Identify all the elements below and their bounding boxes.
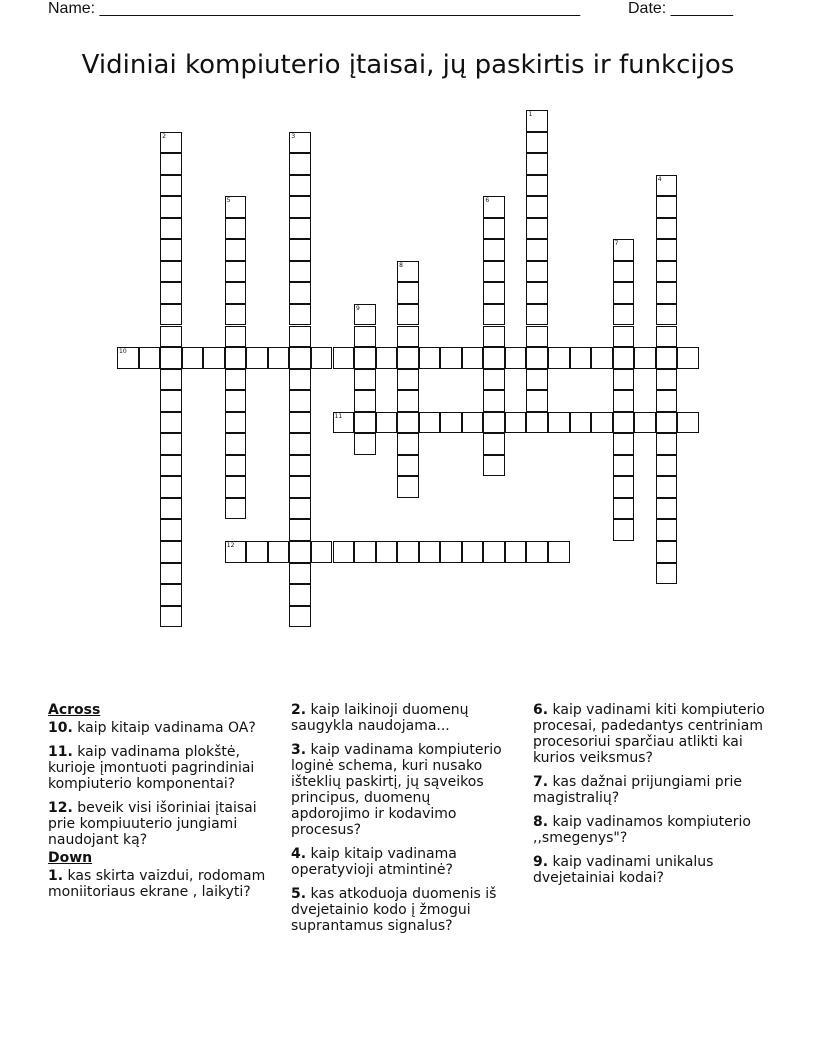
- clue-text: kaip vadinamos kompiuterio ,,smegenys"?: [533, 814, 751, 846]
- grid-cell[interactable]: [289, 153, 311, 175]
- grid-cell[interactable]: [225, 218, 247, 240]
- grid-cell[interactable]: [160, 218, 182, 240]
- grid-cell[interactable]: [397, 282, 419, 304]
- clues-column-3: [533, 702, 773, 894]
- clue-number-label: 2: [162, 132, 166, 140]
- grid-cell[interactable]: [397, 304, 419, 326]
- grid-cell[interactable]: [246, 541, 268, 563]
- grid-cell[interactable]: [289, 584, 311, 606]
- grid-cell[interactable]: [440, 347, 462, 369]
- grid-cell[interactable]: [570, 412, 592, 434]
- clue-number: 5.: [291, 886, 307, 902]
- grid-cell[interactable]: [656, 498, 678, 520]
- grid-cell[interactable]: [397, 455, 419, 477]
- clue-number: 4.: [291, 846, 307, 862]
- grid-cell[interactable]: [483, 304, 505, 326]
- clue-text: kaip kitaip vadinama OA?: [77, 720, 256, 736]
- grid-cell[interactable]: [440, 412, 462, 434]
- grid-cell[interactable]: [526, 132, 548, 154]
- grid-cell[interactable]: [225, 347, 247, 369]
- grid-cell[interactable]: [656, 239, 678, 261]
- grid-cell[interactable]: [225, 390, 247, 412]
- grid-cell[interactable]: [483, 218, 505, 240]
- grid-cell[interactable]: [354, 433, 376, 455]
- clue-number-label: 9: [356, 304, 360, 312]
- grid-cell[interactable]: [160, 455, 182, 477]
- grid-cell[interactable]: [160, 261, 182, 283]
- grid-cell[interactable]: [656, 218, 678, 240]
- grid-cell[interactable]: [613, 498, 635, 520]
- grid-cell[interactable]: [397, 433, 419, 455]
- grid-cell[interactable]: [203, 347, 225, 369]
- grid-cell[interactable]: [613, 390, 635, 412]
- clues-column-1: [48, 702, 280, 908]
- clue-across-12: [48, 800, 280, 848]
- grid-cell[interactable]: [160, 347, 182, 369]
- grid-cell[interactable]: [397, 412, 419, 434]
- grid-cell[interactable]: [289, 476, 311, 498]
- grid-cell[interactable]: [354, 369, 376, 391]
- name-field[interactable]: Name: ______________________________________________________: [48, 0, 581, 17]
- grid-cell[interactable]: [160, 606, 182, 628]
- grid-cell[interactable]: [656, 433, 678, 455]
- grid-cell[interactable]: [483, 261, 505, 283]
- grid-cell[interactable]: [419, 541, 441, 563]
- date-field[interactable]: Date: _______: [628, 0, 733, 17]
- grid-cell[interactable]: [462, 541, 484, 563]
- grid-cell[interactable]: [505, 347, 527, 369]
- grid-cell[interactable]: [656, 196, 678, 218]
- grid-cell[interactable]: [160, 412, 182, 434]
- grid-cell[interactable]: [613, 519, 635, 541]
- grid-cell[interactable]: [613, 304, 635, 326]
- grid-cell[interactable]: [289, 455, 311, 477]
- grid-cell[interactable]: [397, 390, 419, 412]
- grid-cell[interactable]: [462, 412, 484, 434]
- clue-down-6: [533, 702, 773, 766]
- grid-cell[interactable]: [354, 541, 376, 563]
- grid-cell[interactable]: [397, 476, 419, 498]
- grid-cell[interactable]: [160, 175, 182, 197]
- page-title: Vidiniai kompiuterio įtaisai, jų paskirtis ir funkcijos: [81, 50, 735, 80]
- grid-cell[interactable]: [160, 519, 182, 541]
- grid-cell[interactable]: [548, 541, 570, 563]
- grid-cell[interactable]: [289, 433, 311, 455]
- grid-cell[interactable]: [505, 541, 527, 563]
- grid-cell[interactable]: [526, 304, 548, 326]
- grid-cell[interactable]: [289, 412, 311, 434]
- grid-cell[interactable]: [225, 261, 247, 283]
- grid-cell[interactable]: [656, 261, 678, 283]
- clue-down-4: [291, 846, 513, 878]
- clue-number: 12.: [48, 800, 73, 816]
- grid-cell[interactable]: [483, 390, 505, 412]
- grid-cell[interactable]: [656, 304, 678, 326]
- clue-text: kas skirta vaizdui, rodomam moniitoriaus ekrane , laikyti?: [48, 868, 266, 900]
- clue-down-7: [533, 774, 773, 806]
- grid-cell[interactable]: [462, 347, 484, 369]
- grid-cell[interactable]: [354, 326, 376, 348]
- clue-number-label: 10: [119, 348, 127, 356]
- grid-cell[interactable]: [289, 326, 311, 348]
- clue-down-5: [291, 886, 513, 934]
- clue-down-1: [48, 868, 280, 900]
- grid-cell[interactable]: [160, 563, 182, 585]
- grid-cell[interactable]: [483, 369, 505, 391]
- grid-cell[interactable]: [613, 476, 635, 498]
- grid-cell[interactable]: [160, 304, 182, 326]
- grid-cell[interactable]: [483, 326, 505, 348]
- grid-cell[interactable]: [591, 412, 613, 434]
- clue-number: 9.: [533, 854, 549, 870]
- grid-cell[interactable]: [548, 347, 570, 369]
- grid-cell[interactable]: [289, 239, 311, 261]
- down-heading: Down: [48, 850, 93, 866]
- grid-cell[interactable]: [526, 196, 548, 218]
- grid-cell[interactable]: [591, 347, 613, 369]
- grid-cell[interactable]: [289, 261, 311, 283]
- grid-cell[interactable]: [526, 347, 548, 369]
- grid-cell[interactable]: [160, 541, 182, 563]
- grid-cell[interactable]: [354, 412, 376, 434]
- grid-cell[interactable]: [526, 282, 548, 304]
- clue-number-label: 3: [291, 132, 296, 140]
- grid-cell[interactable]: [225, 304, 247, 326]
- grid-cell[interactable]: [160, 196, 182, 218]
- clue-text: kaip laikinoji duomenų saugykla naudojama...: [291, 702, 469, 734]
- grid-cell[interactable]: [376, 541, 398, 563]
- grid-cell[interactable]: [160, 153, 182, 175]
- grid-cell[interactable]: [613, 369, 635, 391]
- grid-cell[interactable]: [160, 326, 182, 348]
- grid-cell[interactable]: [570, 347, 592, 369]
- clue-number: 8.: [533, 814, 549, 830]
- grid-cell[interactable]: [613, 433, 635, 455]
- grid-cell[interactable]: [289, 541, 311, 563]
- clue-number-label: 4: [657, 175, 662, 183]
- grid-cell[interactable]: [289, 369, 311, 391]
- clue-text: kaip vadinami kiti kompiuterio procesai, padedantys centriniam procesoriui sparčiau atlikti kai kurios veiksmus?: [533, 702, 765, 766]
- grid-cell[interactable]: [139, 347, 161, 369]
- clue-number: 7.: [533, 774, 549, 790]
- grid-cell[interactable]: [160, 498, 182, 520]
- grid-cell[interactable]: [526, 218, 548, 240]
- clue-text: kas dažnai prijungiami prie magistralių?: [533, 774, 742, 806]
- grid-cell[interactable]: [289, 218, 311, 240]
- grid-cell[interactable]: [225, 455, 247, 477]
- clue-number: 10.: [48, 720, 73, 736]
- grid-cell[interactable]: [225, 476, 247, 498]
- grid-cell[interactable]: [160, 584, 182, 606]
- grid-cell[interactable]: [289, 606, 311, 628]
- clue-across-11: [48, 744, 280, 792]
- grid-cell[interactable]: [613, 347, 635, 369]
- grid-cell[interactable]: [656, 412, 678, 434]
- grid-cell[interactable]: [311, 541, 333, 563]
- grid-cell[interactable]: [376, 347, 398, 369]
- grid-cell[interactable]: [656, 541, 678, 563]
- clue-text: beveik visi išoriniai įtaisai prie kompiuuterio jungiami naudojant ką?: [48, 800, 257, 848]
- grid-cell[interactable]: [397, 369, 419, 391]
- grid-cell[interactable]: [268, 347, 290, 369]
- grid-cell[interactable]: [333, 541, 355, 563]
- grid-cell[interactable]: [397, 347, 419, 369]
- clue-text: kaip vadinama kompiuterio loginė schema, kuri nusako išteklių paskirtį, jų sąveikos principus, duomenų apdorojimo ir kodavimo procesus?: [291, 742, 502, 838]
- grid-cell[interactable]: [289, 282, 311, 304]
- grid-cell[interactable]: [613, 282, 635, 304]
- clue-across-10: [48, 720, 280, 736]
- grid-cell[interactable]: [289, 196, 311, 218]
- grid-cell[interactable]: [526, 412, 548, 434]
- clue-number-label: 7: [614, 240, 619, 248]
- grid-cell[interactable]: [656, 519, 678, 541]
- clue-number: 1.: [48, 868, 64, 884]
- grid-cell[interactable]: [613, 455, 635, 477]
- grid-cell[interactable]: [225, 412, 247, 434]
- grid-cell[interactable]: [419, 347, 441, 369]
- grid-cell[interactable]: [656, 476, 678, 498]
- grid-cell[interactable]: [225, 239, 247, 261]
- grid-cell[interactable]: [483, 412, 505, 434]
- grid-cell[interactable]: [483, 347, 505, 369]
- grid-cell[interactable]: [289, 519, 311, 541]
- grid-cell[interactable]: [656, 369, 678, 391]
- grid-cell[interactable]: [160, 476, 182, 498]
- clue-number-label: 12: [226, 542, 235, 549]
- grid-cell[interactable]: [160, 282, 182, 304]
- clue-text: kas atkoduoja duomenis iš dvejetainio kodo į žmogui suprantamus signalus?: [291, 886, 497, 934]
- grid-cell[interactable]: [160, 369, 182, 391]
- grid-cell[interactable]: [483, 282, 505, 304]
- clue-number-label: 6: [485, 197, 490, 205]
- grid-cell[interactable]: [268, 541, 290, 563]
- grid-cell[interactable]: [483, 455, 505, 477]
- grid-cell[interactable]: [483, 433, 505, 455]
- grid-cell[interactable]: [548, 412, 570, 434]
- grid-cell[interactable]: [289, 390, 311, 412]
- grid-cell[interactable]: [505, 412, 527, 434]
- grid-cell[interactable]: [289, 304, 311, 326]
- grid-cell[interactable]: [677, 347, 699, 369]
- grid-cell[interactable]: [376, 412, 398, 434]
- clue-down-3: [291, 742, 513, 838]
- grid-cell[interactable]: [397, 541, 419, 563]
- across-heading: Across: [48, 702, 101, 718]
- grid-cell[interactable]: [613, 412, 635, 434]
- grid-cell[interactable]: [160, 239, 182, 261]
- grid-cell[interactable]: [483, 541, 505, 563]
- grid-cell[interactable]: [289, 347, 311, 369]
- grid-cell[interactable]: [397, 326, 419, 348]
- grid-cell[interactable]: [182, 347, 204, 369]
- grid-cell[interactable]: [526, 239, 548, 261]
- clues-column-2: [291, 702, 513, 942]
- grid-cell[interactable]: [289, 498, 311, 520]
- clue-number: 11.: [48, 744, 73, 760]
- clue-text: kaip vadinami unikalus dvejetainiai kodai?: [533, 854, 714, 886]
- clue-number: 3.: [291, 742, 307, 758]
- grid-cell[interactable]: [634, 412, 656, 434]
- grid-cell[interactable]: [354, 347, 376, 369]
- grid-cell[interactable]: [656, 563, 678, 585]
- clue-number: 2.: [291, 702, 307, 718]
- grid-cell[interactable]: [354, 390, 376, 412]
- grid-cell[interactable]: [225, 498, 247, 520]
- grid-cell[interactable]: [656, 282, 678, 304]
- clue-down-9: [533, 854, 773, 886]
- grid-cell[interactable]: [656, 326, 678, 348]
- grid-cell[interactable]: [160, 433, 182, 455]
- grid-cell[interactable]: [440, 541, 462, 563]
- grid-cell[interactable]: [483, 239, 505, 261]
- clue-down-8: [533, 814, 773, 846]
- clue-down-2: [291, 702, 513, 734]
- clue-number-label: 11: [334, 412, 343, 420]
- grid-cell[interactable]: [246, 347, 268, 369]
- grid-cell[interactable]: [526, 390, 548, 412]
- grid-cell[interactable]: [289, 563, 311, 585]
- grid-cell[interactable]: [419, 412, 441, 434]
- grid-cell[interactable]: [656, 347, 678, 369]
- grid-cell[interactable]: [225, 326, 247, 348]
- grid-cell[interactable]: [613, 261, 635, 283]
- grid-cell[interactable]: [333, 347, 355, 369]
- grid-cell[interactable]: [289, 175, 311, 197]
- grid-cell[interactable]: [311, 347, 333, 369]
- grid-cell[interactable]: [225, 433, 247, 455]
- clue-number-label: 1: [528, 111, 533, 118]
- grid-cell[interactable]: [526, 153, 548, 175]
- grid-cell[interactable]: [656, 390, 678, 412]
- grid-cell[interactable]: [526, 541, 548, 563]
- grid-cell[interactable]: [526, 326, 548, 348]
- clue-number: 6.: [533, 702, 549, 718]
- clue-number-label: 8: [399, 261, 403, 269]
- grid-cell[interactable]: [526, 175, 548, 197]
- grid-cell[interactable]: [656, 455, 678, 477]
- grid-cell[interactable]: [160, 390, 182, 412]
- grid-cell[interactable]: [677, 412, 699, 434]
- grid-cell[interactable]: [526, 369, 548, 391]
- clue-text: kaip vadinama plokštė, kurioje įmontuoti pagrindiniai kompiuterio komponentai?: [48, 744, 255, 792]
- grid-cell[interactable]: [225, 282, 247, 304]
- grid-cell[interactable]: [613, 326, 635, 348]
- grid-cell[interactable]: [526, 261, 548, 283]
- clue-text: kaip kitaip vadinama operatyvioji atmintinė?: [291, 846, 457, 878]
- grid-cell[interactable]: [634, 347, 656, 369]
- clue-number-label: 5: [226, 197, 231, 205]
- grid-cell[interactable]: [225, 369, 247, 391]
